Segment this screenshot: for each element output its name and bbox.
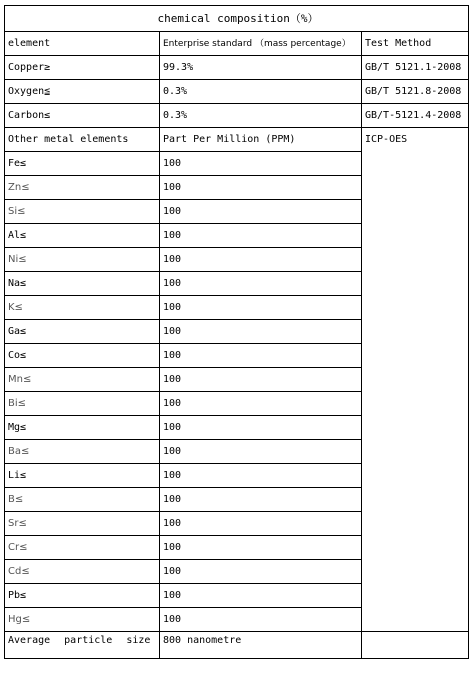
value-cell: 100: [160, 296, 362, 320]
element-cell: Bi≤: [5, 392, 160, 416]
value-cell: 100: [160, 176, 362, 200]
value-cell: 100: [160, 224, 362, 248]
value-cell: 100: [160, 392, 362, 416]
particle-size-method: [362, 632, 469, 659]
element-cell: Cr≤: [5, 536, 160, 560]
table-row: [5, 56, 469, 80]
value-cell: 100: [160, 368, 362, 392]
element-cell: Cd≤: [5, 560, 160, 584]
value-cell: 100: [160, 320, 362, 344]
composition-table: [4, 5, 469, 659]
element-cell: Pb≤: [5, 584, 160, 608]
element-cell: Carbon≤: [5, 104, 160, 128]
element-cell: Na≤: [5, 272, 160, 296]
element-cell: Copper≥: [5, 56, 160, 80]
header-method: Test Method: [362, 32, 469, 56]
document-page: [4, 5, 468, 659]
value-cell: 100: [160, 464, 362, 488]
particle-size-label: Average particle size: [5, 632, 160, 659]
other-metals-label: Other metal elements: [5, 128, 160, 152]
method-cell: GB/T-5121.4-2008: [362, 104, 469, 128]
particle-size-value: 800 nanometre: [160, 632, 362, 659]
particle-size-row: [5, 632, 469, 659]
value-cell: 100: [160, 560, 362, 584]
ppm-unit-label: Part Per Million (PPM): [160, 128, 362, 152]
element-cell: K≤: [5, 296, 160, 320]
table-title: chemical composition（%）: [5, 6, 469, 32]
element-cell: Sr≤: [5, 512, 160, 536]
element-cell: Hg≤: [5, 608, 160, 632]
element-cell: Ga≤: [5, 320, 160, 344]
value-cell: 100: [160, 488, 362, 512]
element-cell: Al≤: [5, 224, 160, 248]
other-metals-row: [5, 128, 469, 152]
value-cell: 100: [160, 584, 362, 608]
method-cell: GB/T 5121.1-2008: [362, 56, 469, 80]
value-cell: 100: [160, 272, 362, 296]
element-cell: Co≤: [5, 344, 160, 368]
element-cell: Mg≤: [5, 416, 160, 440]
value-cell: 0.3%: [160, 104, 362, 128]
value-cell: 100: [160, 248, 362, 272]
element-cell: Si≤: [5, 200, 160, 224]
value-cell: 100: [160, 536, 362, 560]
method-cell: GB/T 5121.8-2008: [362, 80, 469, 104]
value-cell: 100: [160, 440, 362, 464]
value-cell: 100: [160, 152, 362, 176]
table-row: [5, 104, 469, 128]
header-standard: Enterprise standard （mass percentage）: [160, 32, 362, 56]
value-cell: 100: [160, 608, 362, 632]
header-element: element: [5, 32, 160, 56]
element-cell: Ba≤: [5, 440, 160, 464]
element-cell: Oxygen≦: [5, 80, 160, 104]
element-cell: Mn≤: [5, 368, 160, 392]
element-cell: Zn≤: [5, 176, 160, 200]
header-row: [5, 32, 469, 56]
value-cell: 100: [160, 344, 362, 368]
value-cell: 100: [160, 512, 362, 536]
element-cell: Fe≤: [5, 152, 160, 176]
table-title-row: [5, 6, 469, 32]
element-cell: Li≤: [5, 464, 160, 488]
value-cell: 0.3%: [160, 80, 362, 104]
value-cell: 100: [160, 416, 362, 440]
value-cell: 100: [160, 200, 362, 224]
icp-oes-method: ICP-OES: [362, 128, 469, 632]
element-cell: B≤: [5, 488, 160, 512]
table-row: [5, 80, 469, 104]
element-cell: Ni≤: [5, 248, 160, 272]
value-cell: 99.3%: [160, 56, 362, 80]
